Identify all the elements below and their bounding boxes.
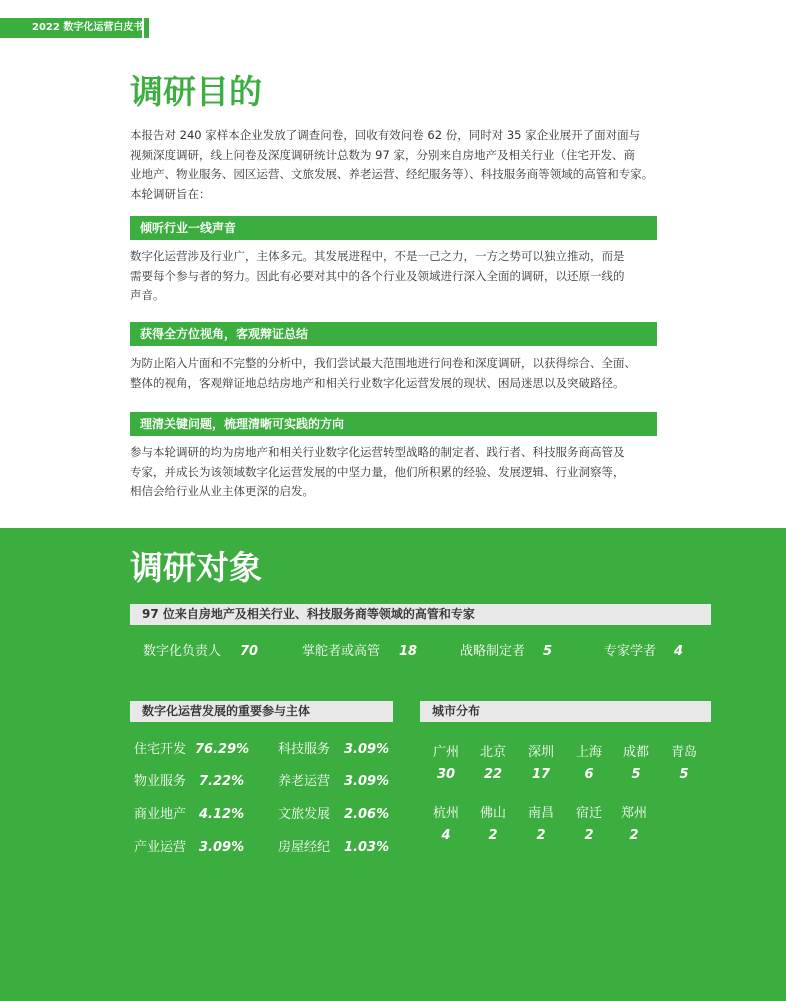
intro-line: 业地产、物业服务、园区运营、文旅发展、养老运营、经纪服务等）、科技服务商等领域的高管和专家。 [130, 167, 654, 181]
participant-value: 3.09% [199, 840, 245, 855]
role-value: 4 [674, 644, 684, 659]
city-name: 佛山 [479, 806, 506, 821]
city-item [473, 805, 513, 845]
participant-label: 住宅开发 [134, 742, 187, 757]
city-item [569, 805, 609, 845]
city-count: 2 [584, 828, 594, 843]
role-label: 掌舵者或高管 [302, 644, 381, 659]
city-name: 成都 [622, 745, 649, 760]
city-count: 2 [629, 828, 639, 843]
section-heading-perspective: 获得全方位视角，客观辩证总结 [130, 322, 657, 346]
city-item [664, 744, 704, 784]
role-label: 数字化负责人 [143, 644, 222, 659]
city-item [521, 805, 561, 845]
city-item [426, 805, 466, 845]
city-count: 30 [436, 767, 456, 782]
document-header: 2022 数字化运营白皮书 [32, 22, 144, 33]
role-label: 专家学者 [604, 644, 657, 659]
role-label: 战略制定者 [460, 644, 526, 659]
city-name: 宿迁 [575, 806, 602, 821]
participant-label: 房屋经纪 [278, 840, 331, 855]
city-name: 北京 [479, 745, 506, 760]
city-name: 青岛 [670, 745, 697, 760]
city-name: 深圳 [527, 745, 554, 760]
participant-value: 4.12% [199, 807, 245, 822]
body-line: 需要每个参与者的努力。因此有必要对其中的各个行业及领域进行深入全面的调研，以还原一线的 [130, 268, 625, 283]
city-count: 6 [584, 767, 594, 782]
city-name: 广州 [432, 745, 459, 760]
city-item [521, 744, 561, 784]
body-line: 数字化运营涉及行业广，主体多元。其发展进程中，不是一己之力，一方之势可以独立推动，而是 [130, 249, 625, 263]
executives-bar: 97 位来自房地产及相关行业、科技服务商等领域的高管和专家 [130, 604, 711, 625]
body-line: 声音。 [130, 288, 165, 302]
city-item [473, 744, 513, 784]
targets-title: 调研对象 [130, 548, 262, 587]
body-line: 为防止陷入片面和不完整的分析中，我们尝试最大范围地进行问卷和深度调研，以获得综合、全面、 [130, 356, 636, 370]
section-body-perspective [130, 354, 660, 393]
city-item [426, 744, 466, 784]
intro-line: 视频深度调研，线上问卷及深度调研统计总数为 97 家，分别来自房地产及相关行业（住宅开发、商 [130, 147, 635, 162]
city-item [569, 744, 609, 784]
city-count: 5 [679, 767, 689, 782]
participant-value: 3.09% [344, 742, 390, 757]
purpose-title: 调研目的 [130, 72, 262, 111]
section-heading-listen: 倾听行业一线声音 [130, 216, 657, 240]
city-count: 2 [488, 828, 498, 843]
body-line: 相信会给行业从业主体更深的启发。 [130, 484, 314, 498]
participant-label: 养老运营 [278, 774, 331, 789]
purpose-intro [130, 126, 660, 204]
city-name: 上海 [575, 745, 602, 760]
cities-bar: 城市分布 [420, 701, 711, 722]
city-count: 22 [483, 767, 503, 782]
city-name: 郑州 [620, 806, 647, 821]
body-line: 专家，并成长为该领域数字化运营发展的中坚力量，他们所积累的经验、发展逻辑、行业洞察等， [130, 464, 625, 479]
city-item [616, 744, 656, 784]
intro-line: 本报告对 240 家样本企业发放了调查问卷，回收有效问卷 62 份，同时对 35 家企业展开了面对面与 [130, 128, 641, 142]
city-count: 4 [441, 828, 451, 843]
city-count: 5 [631, 767, 641, 782]
body-line: 参与本轮调研的均为房地产和相关行业数字化运营转型战略的制定者、践行者、科技服务商高管及 [130, 445, 625, 459]
city-count: 2 [536, 828, 546, 843]
participants-bar: 数字化运营发展的重要参与主体 [130, 701, 393, 722]
role-value: 70 [240, 644, 259, 659]
participant-label: 文旅发展 [278, 807, 331, 822]
participant-label: 科技服务 [278, 742, 331, 757]
intro-line: 本轮调研旨在： [130, 186, 211, 201]
city-name: 杭州 [432, 806, 459, 821]
participant-label: 商业地产 [134, 807, 187, 822]
participant-value: 7.22% [199, 774, 245, 789]
participant-label: 产业运营 [134, 840, 187, 855]
header-tab-edge [144, 18, 149, 38]
participant-value: 76.29% [195, 742, 250, 757]
section-body-listen [130, 247, 660, 306]
section-heading-direction: 理清关键问题，梳理清晰可实践的方向 [130, 412, 657, 436]
participant-value: 2.06% [344, 807, 390, 822]
body-line: 整体的视角，客观辩证地总结房地产和相关行业数字化运营发展的现状、困局迷思以及突破路径。 [130, 375, 625, 390]
participant-value: 3.09% [344, 774, 390, 789]
participant-value: 1.03% [344, 840, 390, 855]
city-name: 南昌 [527, 806, 554, 821]
role-value: 5 [543, 644, 553, 659]
city-count: 17 [531, 767, 551, 782]
section-body-direction [130, 443, 660, 502]
participant-label: 物业服务 [134, 774, 187, 789]
city-item [614, 805, 654, 845]
role-value: 18 [399, 644, 418, 659]
